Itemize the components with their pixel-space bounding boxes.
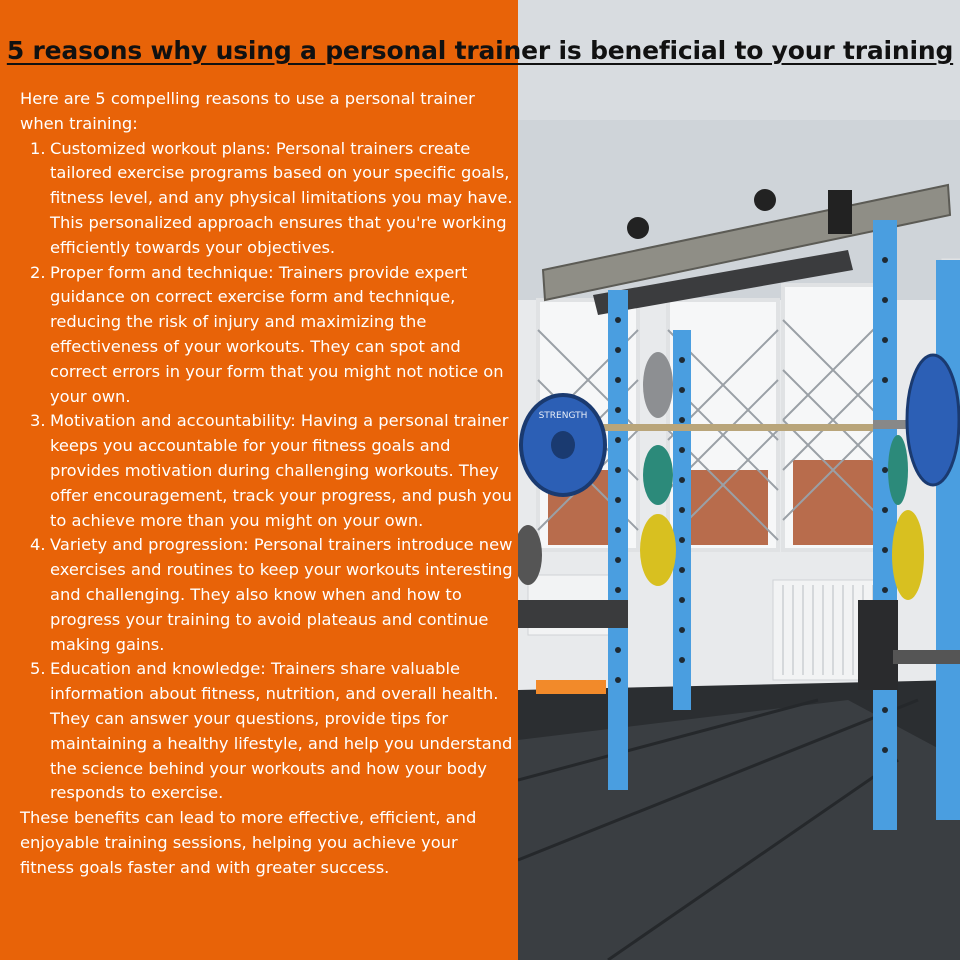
plate-label: STRENGTH [538,411,588,421]
list-item-number: 4. [30,535,46,555]
list-item-number: 1. [30,138,46,158]
article-body [20,87,514,881]
list-item-text: Customized workout plans: Personal trainers create tailored exercise programs based on your specific goals, fitness level, and any physical limitations you may have. This personalized approach ensures that you're working efficiently towards your objectives. [50,138,513,257]
list-item [20,409,514,533]
list-item-number: 3. [30,411,46,431]
list-item [20,657,514,806]
list-item [20,533,514,657]
conclusion-paragraph: These benefits can lead to more effective, efficient, and enjoyable training sessions, helping you achieve your fitness goals faster and with greater success. [20,808,477,877]
list-item-number: 5. [30,659,46,679]
page-title: 5 reasons why using a personal trainer is beneficial to your training [6,36,954,65]
list-item-text: Variety and progression: Personal trainers introduce new exercises and routines to keep your workouts interesting and challenging. They also know when and how to progress your training to avoid plateaus and continue making gains. [50,535,513,654]
list-item-text: Education and knowledge: Trainers share valuable information about fitness, nutrition, and overall health. They can answer your questions, provide tips for maintaining a healthy lifestyle, and help you understand the science behind your workouts and how your body responds to exercise. [50,659,513,803]
list-item [20,261,514,410]
list-item-text: Motivation and accountability: Having a personal trainer keeps you accountable for your fitness goals and provides motivation during challenging workouts. They offer encouragement, track your progress, and push you to achieve more than you might on your own. [50,411,512,530]
list-item-number: 2. [30,262,46,282]
reasons-list [20,137,514,807]
weight-plate-blue-left [521,395,605,495]
gym-rack-photo [518,0,960,960]
intro-paragraph: Here are 5 compelling reasons to use a personal trainer when training: [20,89,475,133]
list-item-text: Proper form and technique: Trainers provide expert guidance on correct exercise form and technique, reducing the risk of injury and maximizing the effectiveness of your workouts. They can spot and correct errors in your form that you might not notice on your own. [50,262,504,406]
list-item [20,137,514,261]
